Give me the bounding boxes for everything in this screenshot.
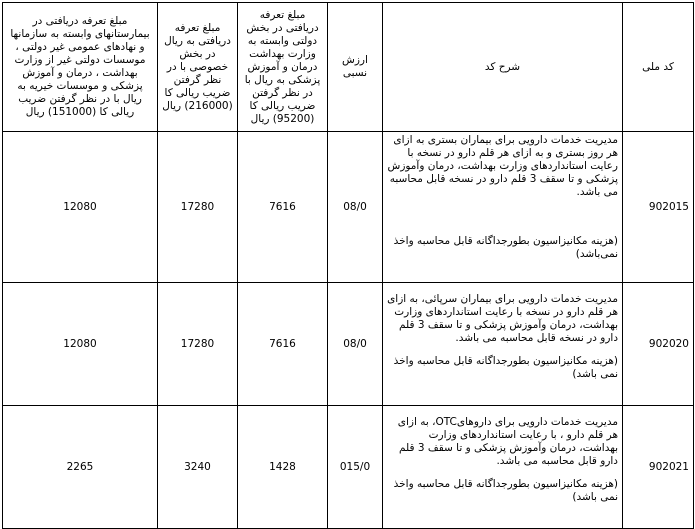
header-relative-value: ارزش نسبی <box>328 3 383 132</box>
table-row <box>3 132 694 283</box>
description-text: مدیریت خدمات دارویی برای داروهایOTC، به ازای هر قلم دارو ، با رعایت استانداردهای وزارت بهداشت، درمان وآموزش پزشکی و تا سقف 3 قلم دارو قابل محاسبه می باشد. <box>397 416 618 467</box>
private-tariff: 3240 <box>158 406 238 529</box>
public-tariff: 1428 <box>238 406 328 529</box>
code-description <box>383 132 623 283</box>
relative-value: 08/0 <box>328 132 383 283</box>
header-description: شرح کد <box>383 3 623 132</box>
code-description <box>383 283 623 406</box>
national-code: 902021 <box>623 406 694 529</box>
private-tariff: 17280 <box>158 132 238 283</box>
tariff-table <box>2 2 694 529</box>
nonprofit-tariff: 2265 <box>3 406 158 529</box>
description-note: (هزینه مکانیزاسیون بطورجداگانه قابل محاسبه واخذ نمی‌باشد) <box>393 235 618 260</box>
nonprofit-tariff: 12080 <box>3 283 158 406</box>
relative-value: 015/0 <box>328 406 383 529</box>
nonprofit-tariff: 12080 <box>3 132 158 283</box>
header-row <box>3 3 694 132</box>
table-row <box>3 283 694 406</box>
header-public-tariff: مبلغ تعرفه دریافتی در بخش دولتی وابسته به وزارت بهداشت درمان و آموزش پزشکی به ریال با در نظر گرفتن ضریب ریالی کا (95200) ریال <box>238 3 328 132</box>
code-description <box>383 406 623 529</box>
header-private-tariff: مبلغ تعرفه دریافتی به ریال در بخش خصوصی با در نظر گرفتن ضریب ریالی کا (216000) ریال <box>158 3 238 132</box>
description-text: مدیریت خدمات دارویی برای بیماران بستری به ازای هر روز بستری و به ازای هر قلم دارو در نسخه با رعایت استانداردهای وزارت بهداشت، درمان وآموزش پزشکی و تا سقف 3 قلم دارو در نسخه قابل محاسبه می باشد. <box>387 134 618 198</box>
description-note: (هزینه مکانیزاسیون بطورجداگانه قابل محاسبه واخذ نمی باشد) <box>393 478 618 503</box>
description-note: (هزینه مکانیزاسیون بطورجداگانه قابل محاسبه واخذ نمی باشد) <box>393 355 618 380</box>
private-tariff: 17280 <box>158 283 238 406</box>
table-row <box>3 406 694 529</box>
header-code: کد ملی <box>623 3 694 132</box>
public-tariff: 7616 <box>238 132 328 283</box>
public-tariff: 7616 <box>238 283 328 406</box>
relative-value: 08/0 <box>328 283 383 406</box>
description-text: مدیریت خدمات دارویی برای بیماران سرپائی، به ازای هر قلم دارو در نسخه با رعایت استانداردهای وزارت بهداشت، درمان وآموزش پزشکی و تا سقف 3 قلم دارو در نسخه قابل محاسبه می باشد. <box>387 293 618 344</box>
national-code: 902020 <box>623 283 694 406</box>
header-nonprofit-tariff: مبلغ تعرفه دریافتی در بیمارستانهای وابسته به سازمانها و نهادهای عمومی غیر دولتی ، موسسات دولتی غیر از وزارت بهداشت ، درمان و آموزش پزشکی و موسسات خیریه به ریال با در نظر گرفتن ضریب ریالی کا (151000) ریال <box>3 3 158 132</box>
national-code: 902015 <box>623 132 694 283</box>
